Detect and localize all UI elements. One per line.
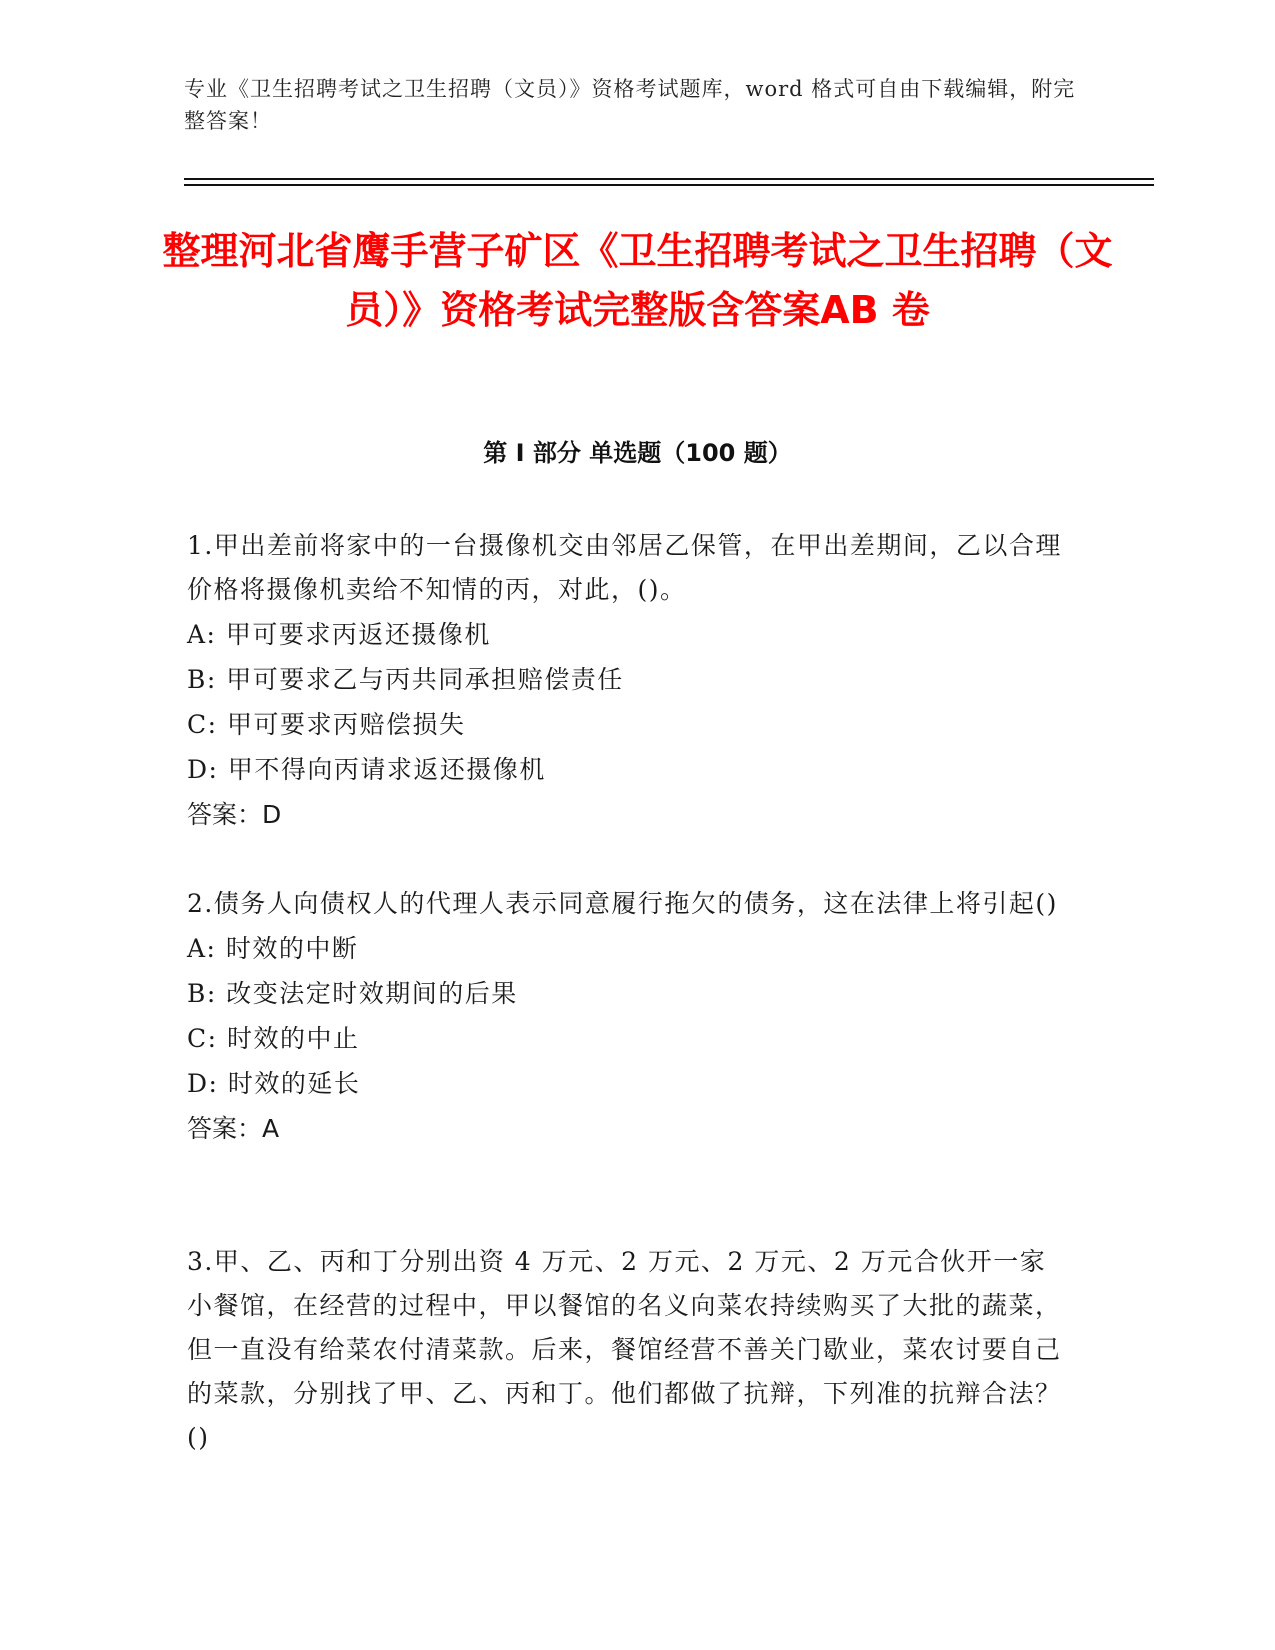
option-a: A: 甲可要求丙返还摄像机: [187, 620, 491, 649]
option-b: B: 甲可要求乙与丙共同承担赔偿责任: [187, 665, 624, 694]
question-2: [187, 882, 1067, 1152]
answer-line: 答案：A: [187, 1114, 280, 1143]
document-title: 整理河北省鹰手营子矿区《卫生招聘考试之卫生招聘（文员）》资格考试完整版含答案AB 卷: [162, 229, 1113, 332]
header-note: 专业《卫生招聘考试之卫生招聘（文员）》资格考试题库，word 格式可自由下载编辑，附完整答案！: [184, 77, 1076, 133]
option-d: D: 时效的延长: [187, 1069, 361, 1098]
question-1: [187, 524, 1067, 838]
question-stem: 1.甲出差前将家中的一台摄像机交由邻居乙保管，在甲出差期间，乙以合理价格将摄像机卖给不知情的丙，对此，()。: [187, 531, 1062, 604]
option-b: B: 改变法定时效期间的后果: [187, 979, 518, 1008]
answer-line: 答案：D: [187, 800, 282, 829]
option-a: A: 时效的中断: [187, 934, 359, 963]
header-divider-top: [184, 178, 1154, 180]
question-stem: 3.甲、乙、丙和丁分别出资 4 万元、2 万元、2 万元、2 万元合伙开一家小餐馆，在经营的过程中，甲以餐馆的名义向菜农持续购买了大批的蔬菜，但一直没有给菜农付清菜款。后来，餐馆经营不善关门歇业，菜农讨要自己的菜款，分别找了甲、乙、丙和丁。他们都做了抗辩，下列准的抗辩合法？(): [187, 1247, 1062, 1452]
option-d: D: 甲不得向丙请求返还摄像机: [187, 755, 546, 784]
option-c: C: 甲可要求丙赔偿损失: [187, 710, 466, 739]
question-stem: 2.债务人向债权人的代理人表示同意履行拖欠的债务，这在法律上将引起(): [187, 889, 1058, 918]
option-c: C: 时效的中止: [187, 1024, 360, 1053]
section-title: 第 I 部分 单选题（100 题）: [483, 439, 792, 467]
question-3: [187, 1240, 1067, 1460]
header-divider-bottom: [184, 184, 1154, 186]
